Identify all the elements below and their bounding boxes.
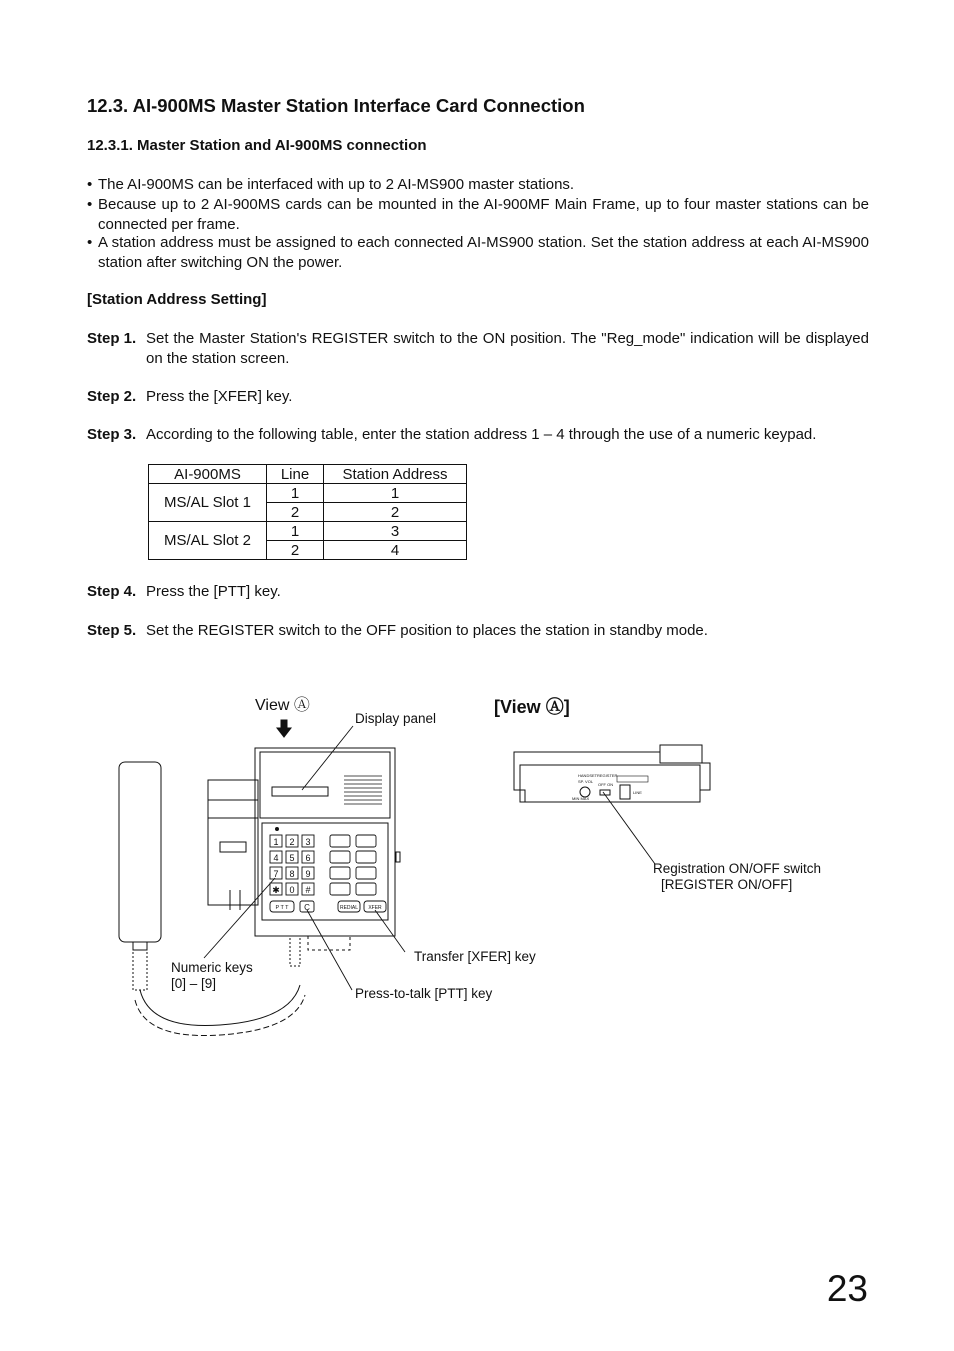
key-9: 9 (305, 869, 311, 879)
table-cell-address: 1 (324, 484, 467, 503)
bullet-dot-icon: • (87, 176, 93, 193)
sp-vol-label: SP. VOL (578, 779, 594, 784)
key-5: 5 (289, 853, 295, 863)
callout-lines (204, 726, 655, 990)
table-header: Station Address (324, 465, 467, 484)
step-5: Step 5. Set the REGISTER switch to the OFF position to places the station in standby mode. (87, 622, 708, 639)
xfer-button: XFER (368, 905, 382, 911)
table-header: AI-900MS (149, 465, 267, 484)
display-panel-label: Display panel (355, 711, 437, 726)
key-star: ✱ (272, 885, 280, 895)
station-body (208, 748, 400, 966)
step-4: Step 4. Press the [PTT] key. (87, 583, 281, 600)
table-header: Line (267, 465, 324, 484)
station-address-heading: [Station Address Setting] (87, 291, 267, 308)
section-title: 12.3. AI-900MS Master Station Interface Card Connection (87, 95, 585, 116)
key-0: 0 (289, 885, 295, 895)
key-8: 8 (289, 869, 295, 879)
bullet-item: • The AI-900MS can be interfaced with up to 2 AI-MS900 master stations. (87, 176, 575, 193)
min-max-label: MIN MAX (572, 796, 590, 801)
numeric-keys-label: Numeric keys [0] – [9] (171, 960, 253, 991)
register-label: REGISTER (597, 773, 618, 778)
key-1: 1 (273, 837, 279, 847)
key-4: 4 (273, 853, 279, 863)
page-number: 23 (826, 1268, 868, 1309)
bullet-dot-icon: • (87, 234, 93, 251)
table-cell-line: 2 (267, 541, 324, 560)
table-cell-line: 1 (267, 522, 324, 541)
step-2: Step 2. Press the [XFER] key. (87, 388, 293, 405)
table-cell-line: 1 (267, 484, 324, 503)
ptt-key-label: Press-to-talk [PTT] key (355, 986, 493, 1001)
c-button: C (304, 903, 310, 912)
table-cell-address: 2 (324, 503, 467, 522)
transfer-key-label: Transfer [XFER] key (414, 949, 536, 964)
register-switch-label: Registration ON/OFF switch [REGISTER ON/OFF] (653, 861, 822, 892)
table-cell-slot: MS/AL Slot 1 (149, 484, 267, 522)
key-7: 7 (273, 869, 279, 879)
key-hash: # (305, 885, 311, 895)
view-a-bracket-label: [View Ⓐ] (494, 697, 570, 717)
step-1: Step 1. Set the Master Station's REGISTER switch to the ON position. The "Reg_mode" indication will be displayed on the station screen. (87, 330, 869, 367)
key-6: 6 (305, 853, 311, 863)
numeric-keypad (270, 835, 386, 912)
table-cell-line: 2 (267, 503, 324, 522)
ptt-button: P T T (275, 905, 289, 911)
view-a-label: View Ⓐ (255, 697, 310, 714)
table-cell-address: 4 (324, 541, 467, 560)
handset-vol-label: HANDSET (578, 773, 598, 778)
bullet-dot-icon: • (87, 196, 93, 213)
arrow-down-icon (277, 720, 291, 737)
table-cell-address: 3 (324, 522, 467, 541)
redial-button: REDIAL (339, 905, 359, 911)
table-cell-slot: MS/AL Slot 2 (149, 522, 267, 560)
step-3: Step 3. According to the following table, enter the station address 1 – 4 through the use of a numeric keypad. (87, 426, 817, 443)
line-label: LINE (633, 790, 642, 795)
bullet-item: • Because up to 2 AI-900MS cards can be mounted in the AI-900MF Main Frame, up to four master stations can be connected per frame. (87, 196, 869, 233)
off-on-label: OFF ON (598, 782, 614, 787)
subsection-title: 12.3.1. Master Station and AI-900MS connection (87, 137, 427, 154)
handset-icon (119, 762, 305, 1036)
key-2: 2 (289, 837, 295, 847)
bullet-item: • A station address must be assigned to each connected AI-MS900 station. Set the station address at each AI-MS900 station after switching ON the power. (87, 234, 869, 271)
key-3: 3 (305, 837, 311, 847)
